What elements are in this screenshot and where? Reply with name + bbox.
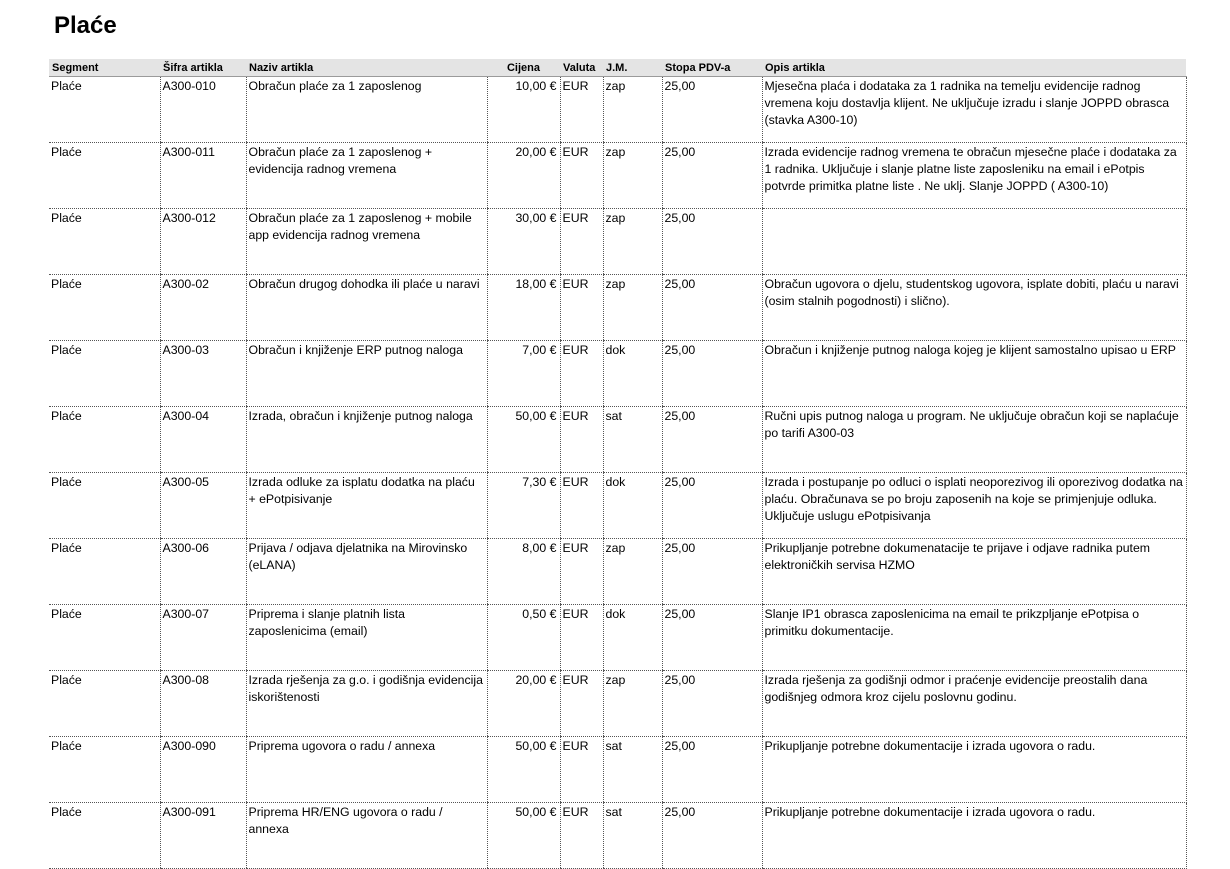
cell-currency: EUR bbox=[560, 671, 603, 737]
cell-currency: EUR bbox=[560, 341, 603, 407]
cell-description: Prikupljanje potrebne dokumentacije i izrada ugovora o radu. bbox=[762, 737, 1186, 803]
cell-name: Izrada, obračun i knjiženje putnog naloga bbox=[246, 407, 487, 473]
cell-price: 7,30 € bbox=[487, 473, 560, 539]
cell-description: Prikupljanje potrebne dokumenatacije te prijave i odjave radnika putem elektroničkih servisa HZMO bbox=[762, 539, 1186, 605]
cell-segment: Plaće bbox=[49, 473, 160, 539]
cell-name: Izrada odluke za isplatu dodatka na plaću + ePotpisivanje bbox=[246, 473, 487, 539]
cell-vat: 25,00 bbox=[662, 737, 762, 803]
column-header-vat: Stopa PDV-a bbox=[662, 59, 762, 77]
cell-description bbox=[762, 209, 1186, 275]
cell-vat: 25,00 bbox=[662, 143, 762, 209]
cell-unit: zap bbox=[603, 539, 662, 605]
cell-code: A300-02 bbox=[160, 275, 246, 341]
cell-unit: zap bbox=[603, 143, 662, 209]
cell-code: A300-06 bbox=[160, 539, 246, 605]
cell-currency: EUR bbox=[560, 275, 603, 341]
cell-unit: sat bbox=[603, 803, 662, 869]
cell-segment: Plaće bbox=[49, 275, 160, 341]
cell-price: 8,00 € bbox=[487, 539, 560, 605]
cell-price: 0,50 € bbox=[487, 605, 560, 671]
cell-segment: Plaće bbox=[49, 737, 160, 803]
column-header-code: Šifra artikla bbox=[160, 59, 246, 77]
cell-price: 50,00 € bbox=[487, 803, 560, 869]
cell-segment: Plaće bbox=[49, 803, 160, 869]
cell-segment: Plaće bbox=[49, 407, 160, 473]
cell-segment: Plaće bbox=[49, 341, 160, 407]
cell-name: Priprema i slanje platnih lista zaposlenicima (email) bbox=[246, 605, 487, 671]
cell-price: 7,00 € bbox=[487, 341, 560, 407]
cell-name: Priprema ugovora o radu / annexa bbox=[246, 737, 487, 803]
cell-code: A300-04 bbox=[160, 407, 246, 473]
cell-currency: EUR bbox=[560, 605, 603, 671]
column-header-unit: J.M. bbox=[603, 59, 662, 77]
cell-currency: EUR bbox=[560, 407, 603, 473]
column-header-currency: Valuta bbox=[560, 59, 603, 77]
cell-vat: 25,00 bbox=[662, 341, 762, 407]
cell-name: Obračun plaće za 1 zaposlenog bbox=[246, 77, 487, 143]
cell-price: 20,00 € bbox=[487, 671, 560, 737]
cell-vat: 25,00 bbox=[662, 539, 762, 605]
cell-unit: zap bbox=[603, 77, 662, 143]
cell-currency: EUR bbox=[560, 209, 603, 275]
cell-currency: EUR bbox=[560, 77, 603, 143]
cell-code: A300-091 bbox=[160, 803, 246, 869]
table-row bbox=[49, 143, 1186, 209]
cell-price: 50,00 € bbox=[487, 737, 560, 803]
table-row bbox=[49, 539, 1186, 605]
page-title: Plaće bbox=[54, 12, 117, 39]
cell-description: Izrada i postupanje po odluci o isplati neoporezivog ili oporezivog dodatka na plaću. Obračunava se po broju zaposenih na koje se primjenjuje odluka. Uključuje uslugu ePotpisivanja bbox=[762, 473, 1186, 539]
table-row bbox=[49, 737, 1186, 803]
table-row bbox=[49, 473, 1186, 539]
cell-description: Izrada rješenja za godišnji odmor i praćenje evidencije preostalih dana godišnjeg odmora kroz cijelu poslovnu godinu. bbox=[762, 671, 1186, 737]
cell-unit: sat bbox=[603, 407, 662, 473]
cell-unit: zap bbox=[603, 671, 662, 737]
cell-vat: 25,00 bbox=[662, 473, 762, 539]
cell-segment: Plaće bbox=[49, 605, 160, 671]
cell-vat: 25,00 bbox=[662, 77, 762, 143]
cell-unit: dok bbox=[603, 605, 662, 671]
cell-description: Izrada evidencije radnog vremena te obračun mjesečne plaće i dodataka za 1 radnika. Uključuje i slanje platne liste zaposleniku na email i ePotpis potvrde primitka platne liste . Ne uklj. Slanje JOPPD ( A300-10) bbox=[762, 143, 1186, 209]
cell-segment: Plaće bbox=[49, 143, 160, 209]
price-list-table bbox=[49, 59, 1187, 869]
cell-description: Obračun ugovora o djelu, studentskog ugovora, isplate dobiti, plaću u naravi (osim stalnih pogodnosti) i slično). bbox=[762, 275, 1186, 341]
cell-name: Izrada rješenja za g.o. i godišnja evidencija iskorištenosti bbox=[246, 671, 487, 737]
cell-currency: EUR bbox=[560, 803, 603, 869]
cell-description: Ručni upis putnog naloga u program. Ne uključuje obračun koji se naplaćuje po tarifi A300-03 bbox=[762, 407, 1186, 473]
table-row bbox=[49, 341, 1186, 407]
table-row bbox=[49, 275, 1186, 341]
cell-code: A300-090 bbox=[160, 737, 246, 803]
table-row bbox=[49, 209, 1186, 275]
cell-vat: 25,00 bbox=[662, 671, 762, 737]
cell-code: A300-010 bbox=[160, 77, 246, 143]
cell-currency: EUR bbox=[560, 539, 603, 605]
table-row bbox=[49, 803, 1186, 869]
cell-segment: Plaće bbox=[49, 77, 160, 143]
cell-vat: 25,00 bbox=[662, 803, 762, 869]
cell-name: Obračun i knjiženje ERP putnog naloga bbox=[246, 341, 487, 407]
cell-currency: EUR bbox=[560, 473, 603, 539]
cell-description: Slanje IP1 obrasca zaposlenicima na email te prikzpljanje ePotpisa o primitku dokumentacije. bbox=[762, 605, 1186, 671]
column-header-name: Naziv artikla bbox=[246, 59, 487, 77]
cell-code: A300-011 bbox=[160, 143, 246, 209]
cell-code: A300-08 bbox=[160, 671, 246, 737]
cell-unit: dok bbox=[603, 341, 662, 407]
table-row bbox=[49, 671, 1186, 737]
cell-name: Obračun drugog dohodka ili plaće u naravi bbox=[246, 275, 487, 341]
cell-unit: sat bbox=[603, 737, 662, 803]
cell-segment: Plaće bbox=[49, 209, 160, 275]
cell-description: Mjesečna plaća i dodataka za 1 radnika na temelju evidencije radnog vremena koju dostavlja klijent. Ne uključuje izradu i slanje JOPPD obrasca (stavka A300-10) bbox=[762, 77, 1186, 143]
cell-description: Obračun i knjiženje putnog naloga kojeg je klijent samostalno upisao u ERP bbox=[762, 341, 1186, 407]
cell-description: Prikupljanje potrebne dokumentacije i izrada ugovora o radu. bbox=[762, 803, 1186, 869]
cell-name: Prijava / odjava djelatnika na Mirovinsko (eLANA) bbox=[246, 539, 487, 605]
cell-code: A300-012 bbox=[160, 209, 246, 275]
column-header-price: Cijena bbox=[487, 59, 560, 77]
cell-currency: EUR bbox=[560, 737, 603, 803]
table-row bbox=[49, 77, 1186, 143]
cell-vat: 25,00 bbox=[662, 605, 762, 671]
cell-unit: zap bbox=[603, 275, 662, 341]
cell-currency: EUR bbox=[560, 143, 603, 209]
cell-vat: 25,00 bbox=[662, 275, 762, 341]
cell-vat: 25,00 bbox=[662, 209, 762, 275]
cell-code: A300-07 bbox=[160, 605, 246, 671]
cell-unit: zap bbox=[603, 209, 662, 275]
cell-code: A300-03 bbox=[160, 341, 246, 407]
column-header-segment: Segment bbox=[49, 59, 160, 77]
cell-vat: 25,00 bbox=[662, 407, 762, 473]
cell-price: 30,00 € bbox=[487, 209, 560, 275]
column-header-description: Opis artikla bbox=[762, 59, 1186, 77]
table-header-row bbox=[49, 59, 1186, 77]
cell-segment: Plaće bbox=[49, 539, 160, 605]
cell-price: 50,00 € bbox=[487, 407, 560, 473]
cell-price: 20,00 € bbox=[487, 143, 560, 209]
cell-segment: Plaće bbox=[49, 671, 160, 737]
cell-name: Obračun plaće za 1 zaposlenog + mobile app evidencija radnog vremena bbox=[246, 209, 487, 275]
table-row bbox=[49, 605, 1186, 671]
cell-price: 10,00 € bbox=[487, 77, 560, 143]
cell-name: Priprema HR/ENG ugovora o radu / annexa bbox=[246, 803, 487, 869]
cell-code: A300-05 bbox=[160, 473, 246, 539]
cell-name: Obračun plaće za 1 zaposlenog + evidencija radnog vremena bbox=[246, 143, 487, 209]
cell-price: 18,00 € bbox=[487, 275, 560, 341]
cell-unit: dok bbox=[603, 473, 662, 539]
table-row bbox=[49, 407, 1186, 473]
